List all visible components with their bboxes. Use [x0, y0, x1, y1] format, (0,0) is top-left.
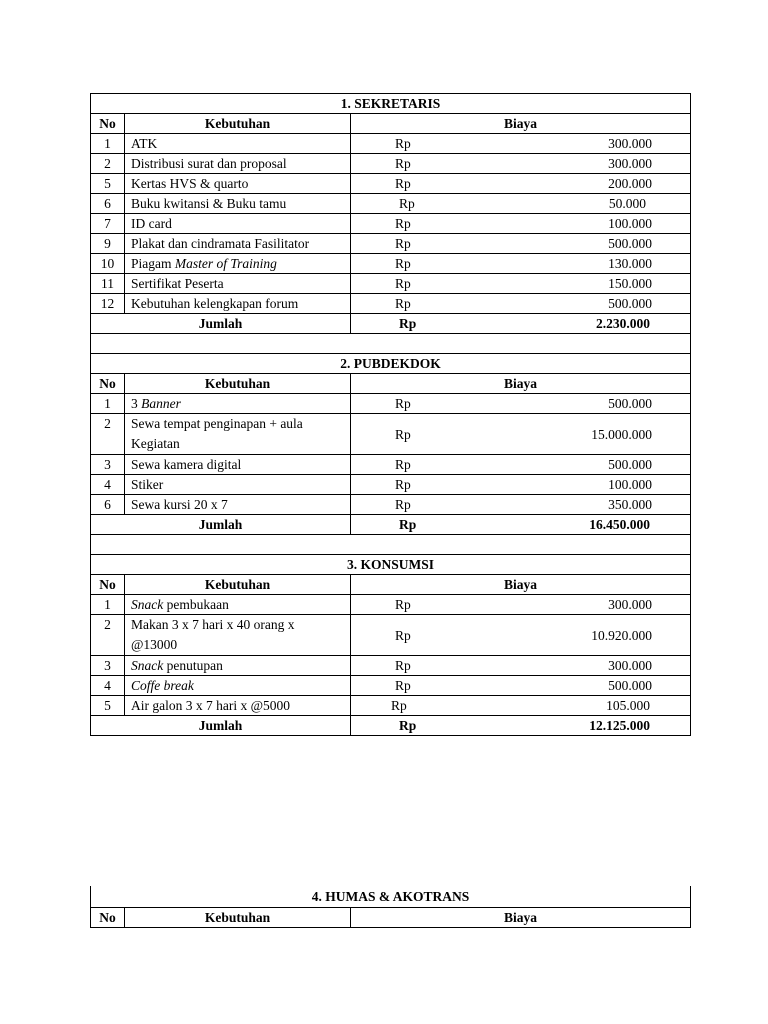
currency-label: Rp [395, 396, 411, 411]
column-header-biaya: Biaya [351, 908, 691, 928]
item-italic: Snack [131, 658, 164, 673]
column-header-kebutuhan: Kebutuhan [125, 374, 351, 394]
row-no: 5 [91, 174, 125, 194]
item-italic: Coffe break [131, 678, 194, 693]
spacer-row [91, 535, 691, 555]
row-item: Plakat dan cindramata Fasilitator [125, 234, 351, 254]
currency-label: Rp [399, 196, 415, 211]
currency-label: Rp [395, 457, 411, 472]
cost-value: 500.000 [608, 396, 653, 411]
row-item [125, 656, 351, 676]
cost-value: 500.000 [608, 678, 653, 693]
table-row [91, 254, 691, 274]
table-row [91, 174, 691, 194]
row-no: 2 [91, 615, 125, 656]
table-row [91, 656, 691, 676]
row-cost [351, 254, 691, 274]
row-no: 12 [91, 294, 125, 314]
row-item [125, 394, 351, 414]
row-item: ATK [125, 134, 351, 154]
cost-value: 300.000 [608, 156, 653, 171]
cost-value: 500.000 [608, 236, 653, 251]
item-italic: Snack [131, 597, 164, 612]
currency-label: Rp [395, 658, 411, 673]
cost-value: 100.000 [608, 216, 653, 231]
column-header-row [91, 575, 691, 595]
section-title-row [91, 94, 691, 114]
row-cost [351, 214, 691, 234]
row-cost [351, 595, 691, 615]
row-cost [351, 394, 691, 414]
spacer-cell [91, 334, 691, 354]
currency-label: Rp [395, 627, 411, 643]
table-row [91, 214, 691, 234]
row-cost [351, 495, 691, 515]
section-title-row [91, 886, 691, 908]
total-label: Jumlah [91, 314, 351, 334]
row-cost [351, 294, 691, 314]
section-title: 1. SEKRETARIS [91, 94, 691, 114]
total-cost [351, 314, 691, 334]
currency-label: Rp [391, 698, 407, 713]
table-row [91, 696, 691, 716]
row-item [125, 595, 351, 615]
currency-label: Rp [395, 216, 411, 231]
cost-value: 500.000 [608, 296, 653, 311]
cost-value: 100.000 [608, 477, 653, 492]
row-item [125, 676, 351, 696]
table-row [91, 154, 691, 174]
item-italic: Banner [141, 396, 181, 411]
item-suffix: pembukaan [163, 597, 229, 612]
item-prefix: Piagam [131, 256, 175, 271]
row-cost [351, 475, 691, 495]
currency-label: Rp [395, 136, 411, 151]
row-no: 9 [91, 234, 125, 254]
spacer-cell [91, 535, 691, 555]
currency-label: Rp [399, 316, 417, 331]
row-item: Sewa kursi 20 x 7 [125, 495, 351, 515]
row-cost [351, 414, 691, 455]
cost-value: 500.000 [608, 457, 653, 472]
currency-label: Rp [395, 477, 411, 492]
cost-value: 150.000 [608, 276, 653, 291]
total-cost [351, 716, 691, 736]
table-row [91, 134, 691, 154]
column-header-biaya: Biaya [351, 114, 691, 134]
row-cost [351, 194, 691, 214]
row-no: 6 [91, 495, 125, 515]
currency-label: Rp [395, 296, 411, 311]
currency-label: Rp [395, 236, 411, 251]
cost-value: 50.000 [608, 196, 647, 211]
section-title: 2. PUBDEKDOK [91, 354, 691, 374]
row-no: 5 [91, 696, 125, 716]
total-label: Jumlah [91, 515, 351, 535]
row-item: Stiker [125, 475, 351, 495]
row-no: 11 [91, 274, 125, 294]
row-item: Makan 3 x 7 hari x 40 orang x @13000 [125, 615, 351, 656]
row-item: Air galon 3 x 7 hari x @5000 [125, 696, 351, 716]
table-row [91, 394, 691, 414]
column-header-no: No [91, 908, 125, 928]
row-cost [351, 134, 691, 154]
total-row [91, 716, 691, 736]
table-row [91, 414, 691, 455]
row-no: 1 [91, 134, 125, 154]
cost-value: 200.000 [608, 176, 653, 191]
currency-label: Rp [395, 256, 411, 271]
budget-table-main [90, 93, 691, 736]
table-row [91, 194, 691, 214]
column-header-kebutuhan: Kebutuhan [125, 575, 351, 595]
row-cost [351, 696, 691, 716]
row-cost [351, 174, 691, 194]
row-no: 6 [91, 194, 125, 214]
total-row [91, 314, 691, 334]
cost-value: 10.920.000 [591, 627, 653, 643]
column-header-no: No [91, 374, 125, 394]
total-cost [351, 515, 691, 535]
column-header-kebutuhan: Kebutuhan [125, 908, 351, 928]
currency-label: Rp [395, 276, 411, 291]
currency-label: Rp [395, 497, 411, 512]
row-item: Sewa kamera digital [125, 455, 351, 475]
section-title: 4. HUMAS & AKOTRANS [91, 886, 691, 908]
item-suffix: penutupan [163, 658, 223, 673]
column-header-no: No [91, 575, 125, 595]
table-row [91, 615, 691, 656]
table-row [91, 475, 691, 495]
column-header-biaya: Biaya [351, 374, 691, 394]
currency-label: Rp [395, 597, 411, 612]
currency-label: Rp [395, 176, 411, 191]
cost-value: 300.000 [608, 136, 653, 151]
row-no: 10 [91, 254, 125, 274]
row-item: Sewa tempat penginapan + aula Kegiatan [125, 414, 351, 455]
item-italic: Master of Training [174, 256, 277, 271]
table-row [91, 294, 691, 314]
row-cost [351, 154, 691, 174]
section-title-row [91, 555, 691, 575]
cost-value: 300.000 [608, 597, 653, 612]
item-prefix: 3 [131, 396, 142, 411]
row-cost [351, 676, 691, 696]
row-no: 7 [91, 214, 125, 234]
column-header-kebutuhan: Kebutuhan [125, 114, 351, 134]
row-no: 3 [91, 455, 125, 475]
currency-label: Rp [399, 718, 417, 733]
row-item: Kertas HVS & quarto [125, 174, 351, 194]
cost-value: 130.000 [608, 256, 653, 271]
section-title-row [91, 354, 691, 374]
row-item: Buku kwitansi & Buku tamu [125, 194, 351, 214]
row-no: 4 [91, 475, 125, 495]
row-cost [351, 234, 691, 254]
row-no: 1 [91, 394, 125, 414]
row-item: Kebutuhan kelengkapan forum [125, 294, 351, 314]
cost-value: 105.000 [606, 698, 651, 713]
row-cost [351, 615, 691, 656]
cost-value: 350.000 [608, 497, 653, 512]
row-item: Distribusi surat dan proposal [125, 154, 351, 174]
cost-value: 300.000 [608, 658, 653, 673]
table-row [91, 595, 691, 615]
row-no: 4 [91, 676, 125, 696]
table-row [91, 676, 691, 696]
table-row [91, 495, 691, 515]
row-cost [351, 274, 691, 294]
currency-label: Rp [395, 678, 411, 693]
total-row [91, 515, 691, 535]
total-label: Jumlah [91, 716, 351, 736]
row-cost [351, 455, 691, 475]
spacer-row [91, 334, 691, 354]
cost-value: 15.000.000 [591, 426, 653, 442]
row-item: ID card [125, 214, 351, 234]
currency-label: Rp [395, 156, 411, 171]
total-value: 12.125.000 [589, 718, 651, 733]
table-row [91, 455, 691, 475]
budget-table-humas [90, 886, 691, 928]
section-title: 3. KONSUMSI [91, 555, 691, 575]
total-value: 16.450.000 [589, 517, 651, 532]
currency-label: Rp [399, 517, 417, 532]
column-header-row [91, 114, 691, 134]
column-header-row [91, 374, 691, 394]
column-header-no: No [91, 114, 125, 134]
column-header-row [91, 908, 691, 928]
currency-label: Rp [395, 426, 411, 442]
row-no: 2 [91, 154, 125, 174]
row-no: 1 [91, 595, 125, 615]
row-no: 2 [91, 414, 125, 455]
table-row [91, 234, 691, 254]
row-no: 3 [91, 656, 125, 676]
column-header-biaya: Biaya [351, 575, 691, 595]
row-cost [351, 656, 691, 676]
row-item: Sertifikat Peserta [125, 274, 351, 294]
row-item [125, 254, 351, 274]
total-value: 2.230.000 [596, 316, 651, 331]
table-row [91, 274, 691, 294]
